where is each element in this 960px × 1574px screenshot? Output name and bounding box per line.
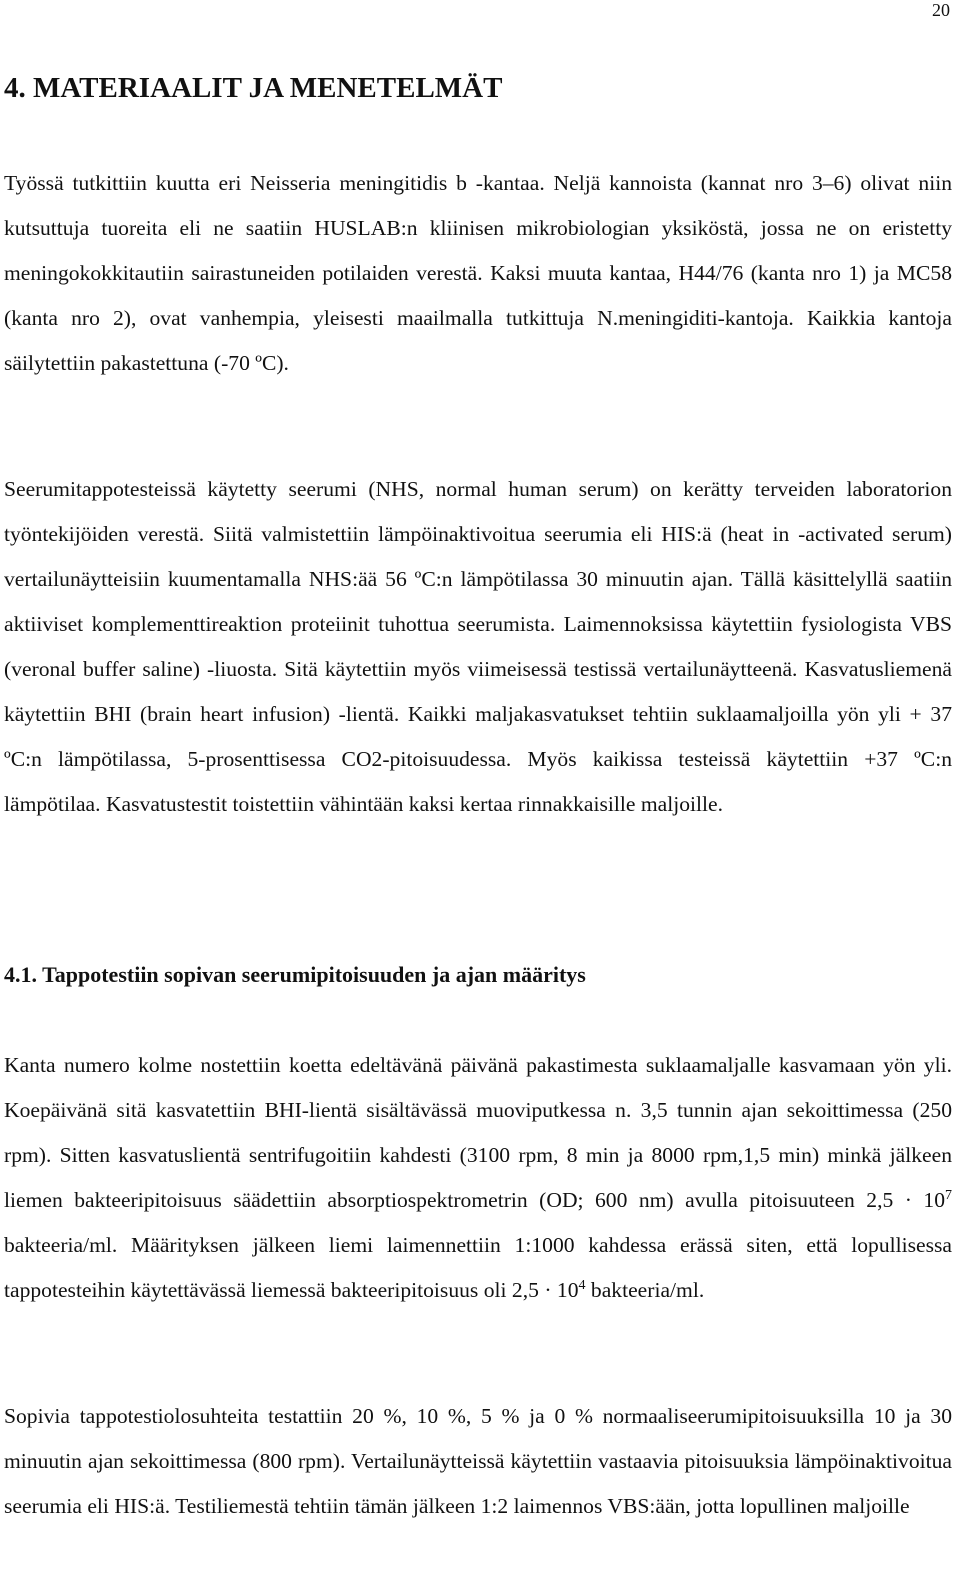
page-number: 20 — [932, 0, 950, 20]
culture-text-3: bakteeria/ml. — [585, 1278, 705, 1302]
culture-text-1: Kanta numero kolme nostettiin koetta edeltävänä päivänä pakastimesta suklaamaljalle kasvamaan yön yli. Koepäivänä sitä kasvatettiin BHI-lientä sisältävässä muoviputkessa n. 3,5 tunnin ajan sekoittimessa (250 rpm). Sitten kasvatuslientä sentrifugoitiin kahdesti (3100 rpm, 8 min ja 8000 rpm,1,5 min) minkä jälkeen liemen bakteeripitoisuus säädettiin absorptiospektrometrin (OD; 600 nm) avulla pitoisuuteen 2,5 · 10 — [4, 1053, 952, 1212]
section-title: 4. MATERIAALIT JA MENETELMÄT — [4, 72, 503, 104]
paragraph-strains: Työssä tutkittiin kuutta eri Neisseria meningitidis b -kantaa. Neljä kannoista (kannat nro 3–6) olivat niin kutsuttuja tuoreita eli ne saatiin HUSLAB:n kliinisen mikrobiologian yksiköstä, jossa ne on eristetty meningokokkitautiin sairastuneiden potilaiden verestä. Kaksi muuta kantaa, H44/76 (kanta nro 1) ja MC58 (kanta nro 2), ovat vanhempia, yleisesti maailmalla tutkittuja N.meningiditi-kantoja. Kaikkia kantoja säilytettiin pakastettuna (-70 ºC). — [4, 171, 952, 375]
paragraph-culture — [4, 1043, 952, 1313]
exponent-4: 4 — [578, 1277, 586, 1293]
subsection-title: 4.1. Tappotestiin sopivan seerumipitoisuuden ja ajan määritys — [4, 962, 586, 987]
culture-text-2: bakteeria/ml. Määrityksen jälkeen liemi laimennettiin 1:1000 kahdessa erässä siten, että lopullisessa tappotesteihin käytettävässä liemessä bakteeripitoisuus oli 2,5 · 10 — [4, 1233, 952, 1302]
paragraph-serum: Seerumitappotesteissä käytetty seerumi (NHS, normal human serum) on kerätty terveiden laboratorion työntekijöiden verestä. Siitä valmistettiin lämpöinaktivoitua seerumia eli HIS:ä (heat in -activated serum) vertailunäytteisiin kuumentamalla NHS:ää 56 ºC:n lämpötilassa 30 minuutin ajan. Tällä käsittelyllä saatiin aktiiviset komplementtireaktion proteiinit tuhottua seerumista. Laimennoksissa käytettiin fysiologista VBS (veronal buffer saline) -liuosta. Sitä käytettiin myös viimeisessä testissä vertailunäytteenä. Kasvatusliemenä käytettiin BHI (brain heart infusion) -lientä. Kaikki maljakasvatukset tehtiin suklaamaljoilla yön yli + 37 ºC:n lämpötilassa, 5-prosenttisessa CO2-pitoisuudessa. Myös kaikissa testeissä käytettiin +37 ºC:n lämpötilaa. Kasvatustestit toistettiin vähintään kaksi kertaa rinnakkaisille maljoille. — [4, 477, 952, 816]
exponent-7: 7 — [945, 1187, 952, 1203]
paragraph-conditions: Sopivia tappotestiolosuhteita testattiin 20 %, 10 %, 5 % ja 0 % normaaliseerumipitoisuuksilla 10 ja 30 minuutin ajan sekoittimessa (800 rpm). Vertailunäytteissä käytettiin vastaavia pitoisuuksia lämpöinaktivoitua seerumia eli HIS:ä. Testiliemestä tehtiin tämän jälkeen 1:2 laimennos VBS:ään, jotta lopullinen maljoille — [4, 1404, 952, 1518]
